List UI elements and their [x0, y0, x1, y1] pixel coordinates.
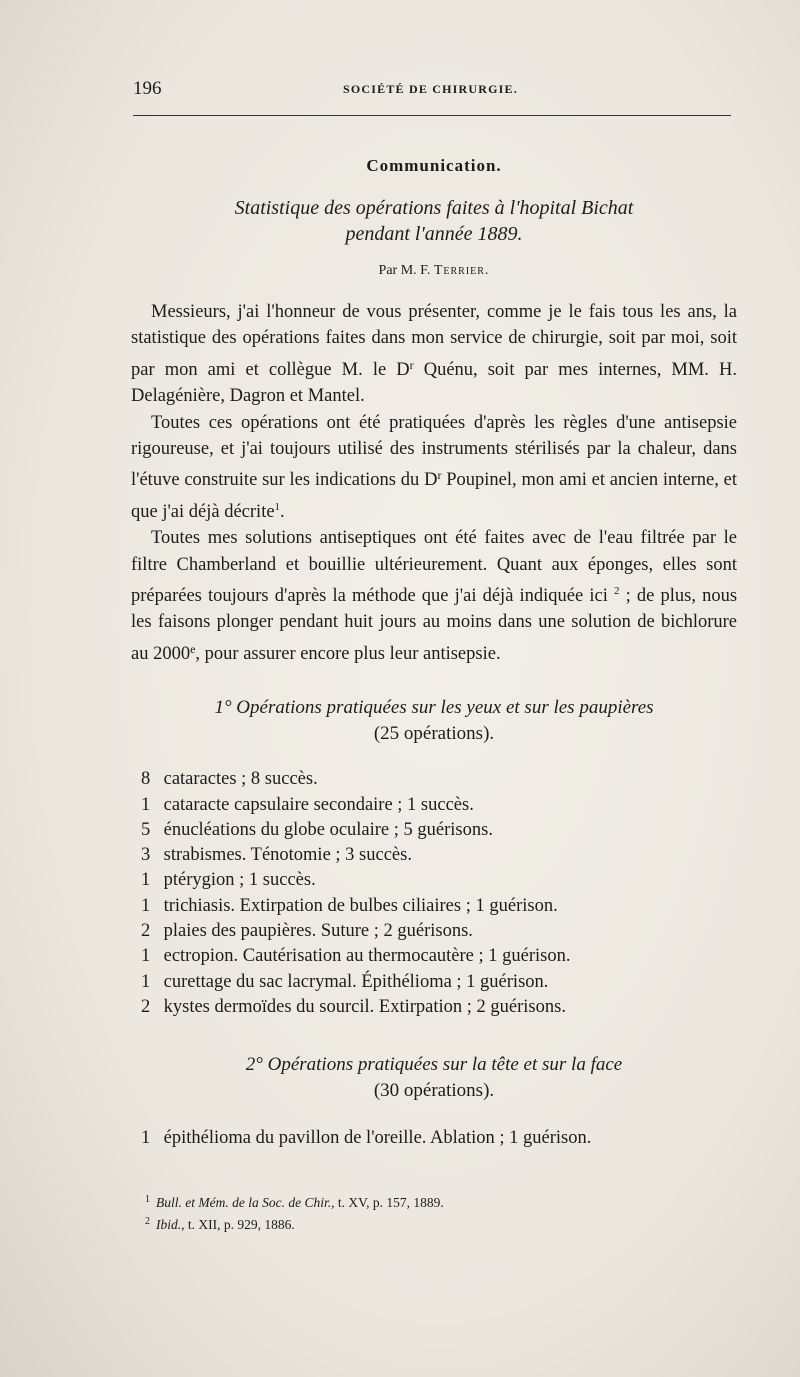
- section-1-count: (25 opérations).: [373, 723, 495, 745]
- paragraph-2-text-a: Toutes ces opérations ont été pratiquées d'après les règles d'une antisepsie rigoureuse, et j'ai toujours utilisé des instruments stérilisés par la chaleur, dans l'étuve construite sur les indications du D: [131, 412, 737, 491]
- list-item: [141, 793, 737, 818]
- item-text: ectropion. Cautérisation au thermocautère ; 1 guérison.: [163, 946, 571, 967]
- main-content: [131, 155, 737, 1152]
- list-item: [141, 868, 737, 893]
- author-name: Terrier.: [433, 263, 490, 278]
- page-header: [133, 78, 733, 102]
- item-text: trichiasis. Extirpation de bulbes ciliaires ; 1 guérison.: [163, 895, 558, 916]
- header-rule: [133, 115, 731, 116]
- item-text: cataracte capsulaire secondaire ; 1 succès.: [163, 794, 474, 815]
- footnote-ref-2[interactable]: 2: [614, 585, 620, 598]
- running-head: SOCIÉTÉ DE CHIRURGIE.: [343, 82, 518, 96]
- footnote-mark: 2: [145, 1216, 150, 1227]
- item-count: 1: [141, 1128, 151, 1149]
- page-number: 196: [133, 78, 162, 99]
- section-label: Communication.: [366, 156, 502, 175]
- list-item: [141, 818, 737, 843]
- title-line-1: Statistique des opérations faites à l'hopital Bichat: [234, 197, 634, 219]
- item-count: 8: [141, 769, 151, 790]
- list-item: [141, 767, 737, 792]
- paragraph-3: [131, 525, 737, 667]
- section-2-title: 2° Opérations pratiquées sur la tête et sur la face: [245, 1054, 623, 1076]
- item-count: 1: [141, 870, 151, 891]
- paragraph-2-end: .: [280, 501, 285, 522]
- list-item: [141, 944, 737, 969]
- item-count: 1: [141, 946, 151, 967]
- item-text: ptérygion ; 1 succès.: [163, 870, 316, 891]
- paragraph-2-text-b: Poupinel, mon ami et ancien interne, et que j'ai déjà décrite: [131, 470, 737, 522]
- list-item: [141, 995, 737, 1020]
- section-1-list: [131, 767, 737, 1020]
- paragraph-1-text-a: Messieurs, j'ai l'honneur de vous présenter, comme je le fais tous les ans, la statistique des opérations faites dans mon service de chirurgie, soit par moi, soit par mon ami et collègue M. le D: [131, 302, 737, 380]
- article-title: [131, 195, 737, 247]
- paragraph-3-text-a: Toutes mes solutions antiseptiques ont été faites avec de l'eau filtrée par le filtre Chamberland et bouillie ultérieurement. Quant aux éponges, elles sont préparées toujours d'après la méthode que j'ai déjà indiquée ici: [131, 528, 737, 607]
- title-line-2: pendant l'année 1889.: [345, 223, 523, 245]
- item-text: kystes dermoïdes du sourcil. Extirpation ; 2 guérisons.: [163, 996, 566, 1017]
- section-1-heading: [131, 695, 737, 747]
- superscript: r: [437, 468, 442, 483]
- item-count: 1: [141, 895, 151, 916]
- item-count: 2: [141, 921, 151, 942]
- item-count: 1: [141, 794, 151, 815]
- item-count: 1: [141, 971, 151, 992]
- footnote-ref-1[interactable]: 1: [274, 500, 281, 513]
- item-text: strabismes. Ténotomie ; 3 succès.: [163, 845, 412, 866]
- superscript: r: [409, 357, 414, 372]
- item-text: plaies des paupières. Suture ; 2 guérisons.: [163, 921, 473, 942]
- list-item: [141, 1126, 737, 1151]
- footnote-source: Bull. et Mém. de la Soc. de Chir.: [156, 1195, 332, 1210]
- item-count: 2: [141, 996, 151, 1017]
- item-count: 3: [141, 845, 151, 866]
- footnotes: [145, 1190, 705, 1234]
- footnote-1: [145, 1190, 705, 1212]
- item-text: curettage du sac lacrymal. Épithélioma ; 1 guérison.: [163, 971, 549, 992]
- item-text: énucléations du globe oculaire ; 5 guérisons.: [163, 819, 493, 840]
- footnote-details: , t. XII, p. 929, 1886.: [181, 1217, 295, 1232]
- section-2-count: (30 opérations).: [373, 1080, 495, 1102]
- paragraph-2: [131, 410, 737, 526]
- paragraph-3-text-b: ; de plus, nous les faisons plonger pendant huit jours au moins dans une solution de bichlorure au 2000: [131, 586, 738, 664]
- paragraph-3-text-c: , pour assurer encore plus leur antisepsie.: [195, 643, 501, 664]
- footnote-details: , t. XV, p. 157, 1889.: [331, 1195, 444, 1210]
- item-text: cataractes ; 8 succès.: [163, 769, 318, 790]
- list-item: [141, 894, 737, 919]
- section-2-list: [131, 1126, 737, 1151]
- author-line: [131, 261, 737, 281]
- footnote-2: [145, 1212, 705, 1234]
- paragraph-1-text-b: Quénu, soit par mes internes, MM. H. Delagénière, Dagron et Mantel.: [131, 359, 737, 407]
- superscript: e: [190, 641, 196, 656]
- footnote-source: Ibid.: [156, 1217, 182, 1232]
- footnote-mark: 1: [145, 1194, 150, 1205]
- section-2-heading: [131, 1052, 737, 1104]
- list-item: [141, 970, 737, 995]
- list-item: [141, 919, 737, 944]
- paragraph-1: [131, 299, 737, 410]
- author-prefix: Par M. F.: [378, 263, 431, 278]
- item-text: épithélioma du pavillon de l'oreille. Ablation ; 1 guérison.: [163, 1128, 592, 1149]
- list-item: [141, 843, 737, 868]
- section-1-title: 1° Opérations pratiquées sur les yeux et sur les paupières: [214, 697, 654, 719]
- item-count: 5: [141, 819, 151, 840]
